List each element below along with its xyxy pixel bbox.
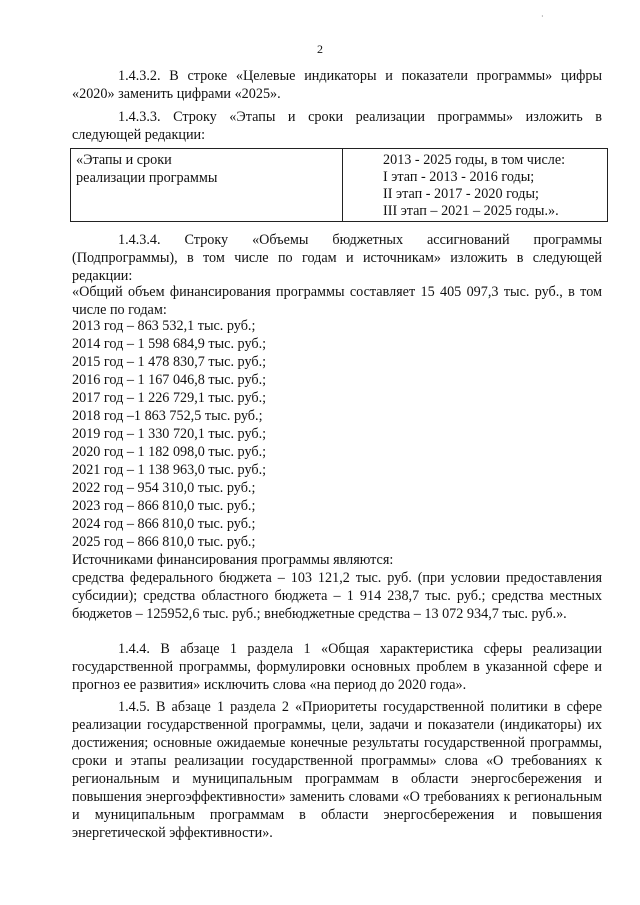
paragraph-1-4-5: 1.4.5. В абзаце 1 раздела 2 «Приоритеты государственной политики в сфере реализации государственной программы, цели, задачи и показатели (индикаторы) их достижения; основные ожидаемые конечные результаты государственной программы, сроки и этапы реализации государственной программы» слова «О требованиях к региональным и муниципальным программам в области энергосбережения и повышения энергоэффективности» заменить словами «О требованиях к региональным и муниципальным программам в области энергосбережения и повышения энергетической эффективности». [72, 699, 602, 841]
list-item: 2017 год – 1 226 729,1 тыс. руб.; [72, 390, 267, 406]
list-item: 2024 год – 866 810,0 тыс. руб.; [72, 516, 256, 532]
stages-table [70, 148, 608, 222]
funding-sources [72, 551, 602, 623]
table-right-line: I этап - 2013 - 2016 годы; [383, 169, 535, 185]
corner-mark: · [541, 12, 544, 21]
funding-intro: «Общий объем финансирования программы составляет 15 405 097,3 тыс. руб., в том числе по годам: [72, 284, 602, 318]
list-item: 2016 год – 1 167 046,8 тыс. руб.; [72, 372, 267, 388]
paragraph-1-4-3-3: 1.4.3.3. Строку «Этапы и сроки реализации программы» изложить в следующей редакции: [72, 109, 602, 143]
list-item: 2019 год – 1 330 720,1 тыс. руб.; [72, 426, 267, 442]
list-item: 2025 год – 866 810,0 тыс. руб.; [72, 534, 256, 550]
table-left-cell [76, 152, 336, 187]
page-number: 2 [317, 42, 323, 56]
list-item: 2014 год – 1 598 684,9 тыс. руб.; [72, 336, 267, 352]
paragraph-1-4-4: 1.4.4. В абзаце 1 раздела 1 «Общая характеристика сферы реализации государственной программы, формулировки основных проблем в указанной сфере и прогноз ее развития» исключить слова «на период до 2020 года». [72, 641, 602, 693]
list-item: 2013 год – 863 532,1 тыс. руб.; [72, 318, 256, 334]
funding-years-list [72, 317, 266, 551]
funding-block [72, 283, 602, 319]
table-left-line: реализации программы [76, 169, 218, 186]
table-left-line: «Этапы и сроки [76, 152, 172, 168]
list-item: 2023 год – 866 810,0 тыс. руб.; [72, 498, 256, 514]
table-right-line: III этап – 2021 – 2025 годы.». [383, 203, 559, 219]
paragraph-1-4-3-4: 1.4.3.4. Строку «Объемы бюджетных ассигнований программы (Подпрограммы), в том числе по годам и источникам» изложить в следующей редакции: [72, 232, 602, 284]
sources-title: Источниками финансирования программы являются: [72, 552, 394, 568]
list-item: 2020 год – 1 182 098,0 тыс. руб.; [72, 444, 267, 460]
table-right-cell [383, 152, 607, 220]
table-right-line: II этап - 2017 - 2020 годы; [383, 186, 539, 202]
sources-text: средства федерального бюджета – 103 121,2 тыс. руб. (при условии предоставления субсидии); средства областного бюджета – 1 914 238,7 тыс. руб.; средства местных бюджетов – 125952,6 тыс. руб.; внебюджетные средства – 13 072 934,7 тыс. руб.». [72, 570, 602, 622]
list-item: 2022 год – 954 310,0 тыс. руб.; [72, 480, 256, 496]
list-item: 2018 год –1 863 752,5 тыс. руб.; [72, 408, 263, 424]
list-item: 2015 год – 1 478 830,7 тыс. руб.; [72, 354, 267, 370]
table-divider [342, 149, 343, 221]
table-right-line: 2013 - 2025 годы, в том числе: [383, 152, 566, 168]
list-item: 2021 год – 1 138 963,0 тыс. руб.; [72, 462, 267, 478]
paragraph-1-4-3-2: 1.4.3.2. В строке «Целевые индикаторы и показатели программы» цифры «2020» заменить цифрами «2025». [72, 68, 602, 102]
